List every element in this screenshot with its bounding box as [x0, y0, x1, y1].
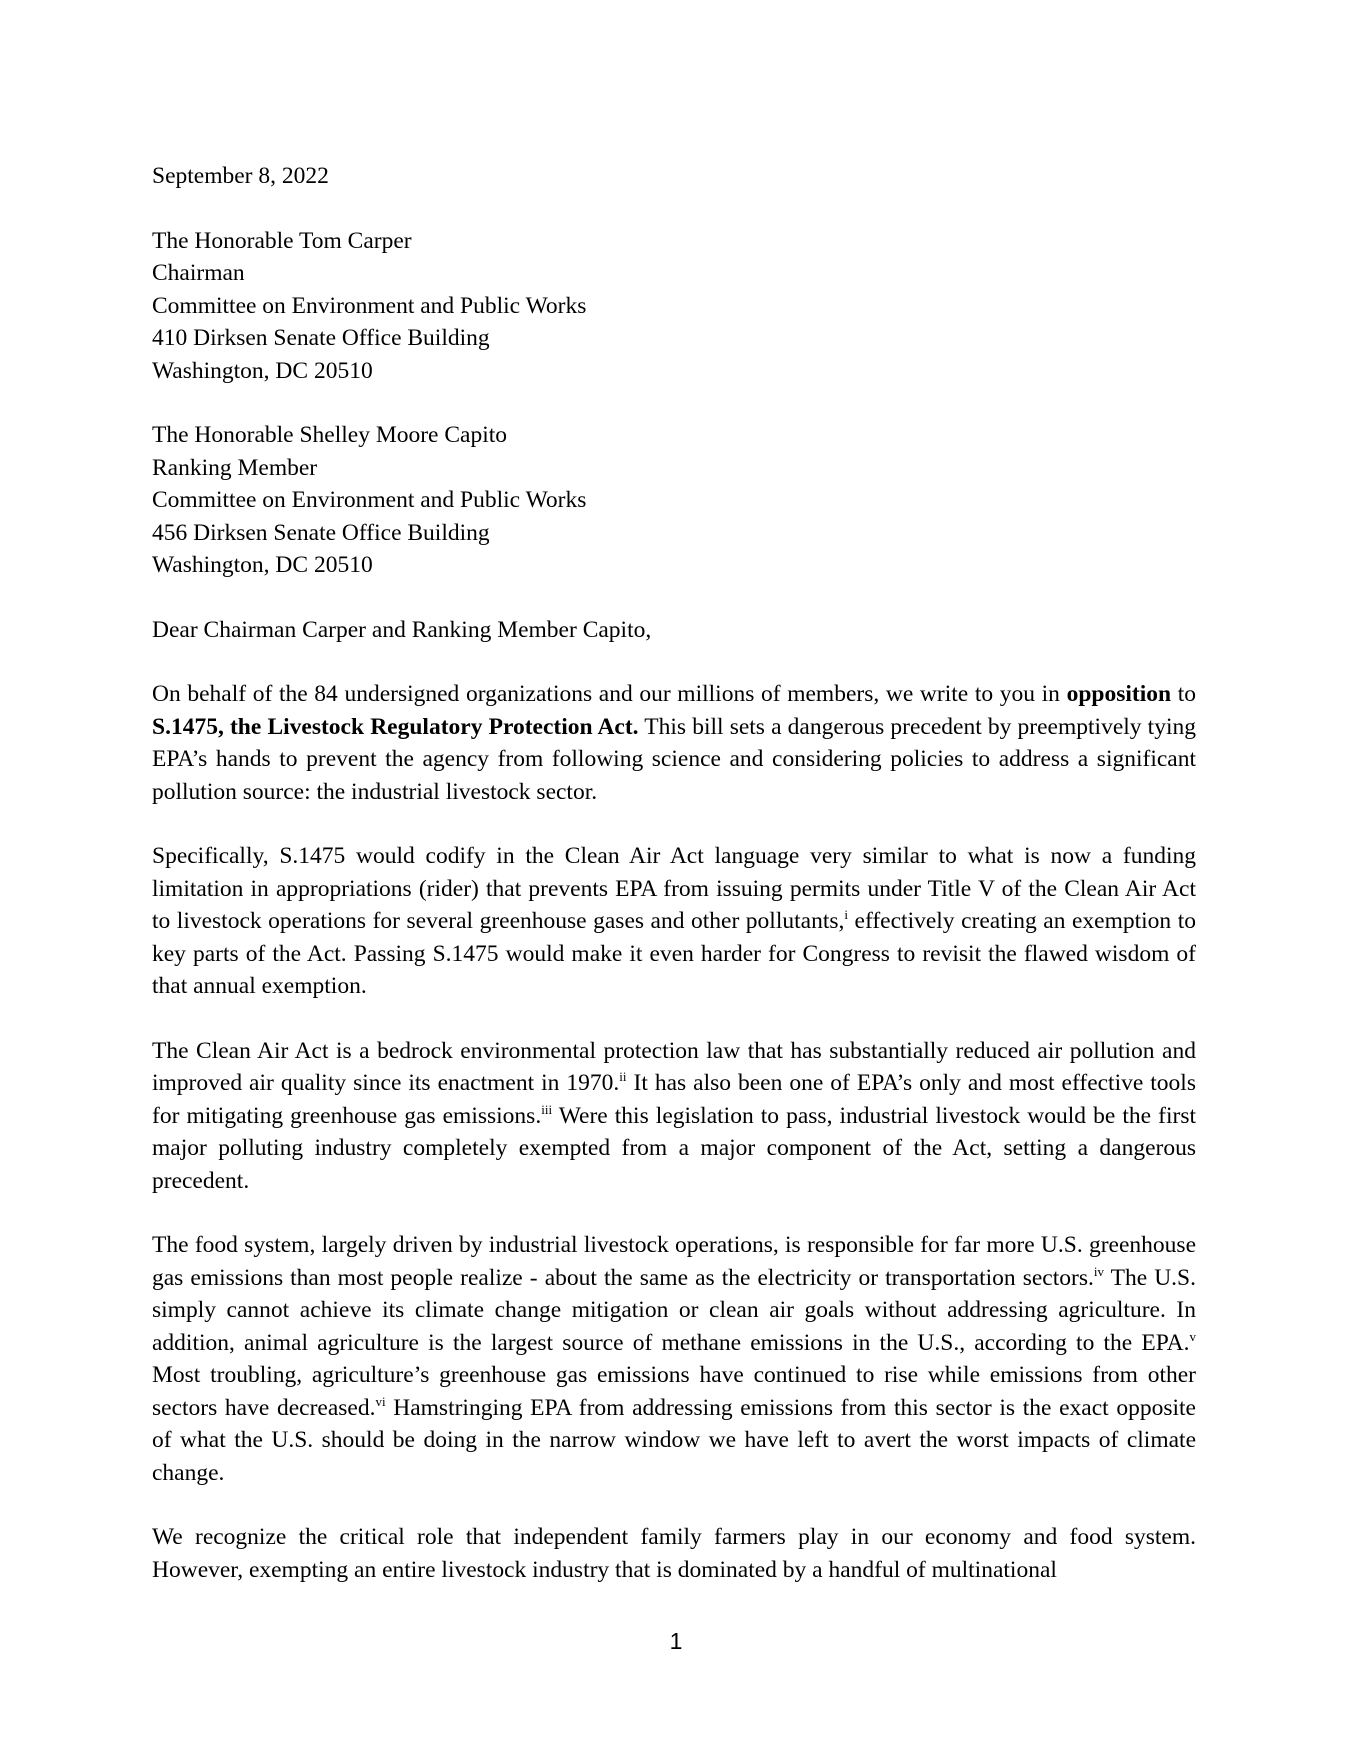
bold-text-opposition: opposition: [1066, 681, 1172, 707]
recipient-name: The Honorable Shelley Moore Capito: [152, 422, 508, 448]
text-run: We recognize the critical role that independent family farmers play in our economy and food system. However, exempting an entire livestock industry that is dominated by a handful of multinational: [152, 1524, 1196, 1583]
text-run: Hamstringing EPA from addressing emissions from this sector is the exact opposite of what the U.S. should be doing in the narrow window we have left to avert the worst impacts of climate change.: [152, 1394, 1196, 1486]
text-run: On behalf of the 84 undersigned organizations and our millions of members, we write to you in: [152, 681, 1067, 707]
recipient-office: 410 Dirksen Senate Office Building: [152, 325, 490, 351]
paragraph-family-farmers: [152, 1521, 1196, 1586]
text-run: The Clean Air Act is a bedrock environmental protection law that has substantially reduced air pollution and improved air quality since its enactment in 1970.: [152, 1037, 1196, 1096]
text-run: Most troubling, agriculture’s greenhouse gas emissions have continued to rise while emissions from other sectors have decreased.: [152, 1362, 1196, 1421]
paragraph-codify: [152, 840, 1196, 1003]
recipient-committee: Committee on Environment and Public Works: [152, 487, 587, 513]
recipient-address-chairman: [152, 225, 1196, 388]
footnote-marker: iii: [541, 1101, 553, 1117]
footnote-marker: iv: [1093, 1263, 1104, 1279]
text-run: effectively creating an exemption to key parts of the Act. Passing S.1475 would make it even harder for Congress to revisit the flawed wisdom of that annual exemption.: [152, 908, 1196, 999]
text-run: It has also been one of EPA’s only and most effective tools for mitigating greenhouse gas emissions.: [152, 1070, 1196, 1129]
recipient-city: Washington, DC 20510: [152, 552, 373, 578]
recipient-name: The Honorable Tom Carper: [152, 227, 412, 254]
text-run: The food system, largely driven by industrial livestock operations, is responsible for far more U.S. greenhouse gas emissions than most people realize - about the same as the electricity or transportation sectors.: [152, 1232, 1196, 1291]
footnote-marker: v: [1189, 1328, 1196, 1344]
paragraph-opposition: [152, 678, 1196, 808]
text-run: The U.S. simply cannot achieve its climate change mitigation or clean air goals without addressing agriculture. In addition, animal agriculture is the largest source of methane emissions in the U.S., according to the EPA.: [152, 1264, 1196, 1356]
recipient-committee: Committee on Environment and Public Works: [152, 292, 587, 319]
footnote-marker: ii: [619, 1069, 627, 1084]
paragraph-clean-air-act: [152, 1035, 1196, 1198]
recipient-address-ranking-member: [152, 419, 1196, 582]
recipient-city: Washington, DC 20510: [152, 357, 373, 384]
footnote-marker: i: [844, 907, 848, 922]
recipient-title: Ranking Member: [152, 454, 318, 481]
page-number: 1: [669, 1628, 683, 1654]
paragraph-food-system: [152, 1229, 1196, 1489]
letter-body: [152, 160, 1196, 1586]
text-run: Were this legislation to pass, industrial livestock would be the first major polluting industry completely exempted from a major component of the Act, setting a dangerous precedent.: [152, 1102, 1196, 1194]
letter-date: September 8, 2022: [152, 163, 329, 189]
salutation: Dear Chairman Carper and Ranking Member Capito,: [152, 616, 652, 643]
text-run: to: [1171, 681, 1197, 707]
text-run: Specifically, S.1475 would codify in the Clean Air Act language very similar to what is now a funding limitation in appropriations (rider) that prevents EPA from issuing permits under Title V of the Clean Air Act to livestock operations for several greenhouse gases and other pollutants,: [152, 843, 1196, 934]
text-run: This bill sets a dangerous precedent by preemptively tying EPA’s hands to prevent the agency from following science and considering policies to address a significant pollution source: the industrial livestock sector.: [152, 713, 1196, 805]
recipient-title: Chairman: [152, 260, 245, 286]
bold-text-bill-name: S.1475, the Livestock Regulatory Protection Act.: [152, 713, 639, 740]
footnote-marker: vi: [375, 1393, 386, 1409]
recipient-office: 456 Dirksen Senate Office Building: [152, 519, 490, 546]
